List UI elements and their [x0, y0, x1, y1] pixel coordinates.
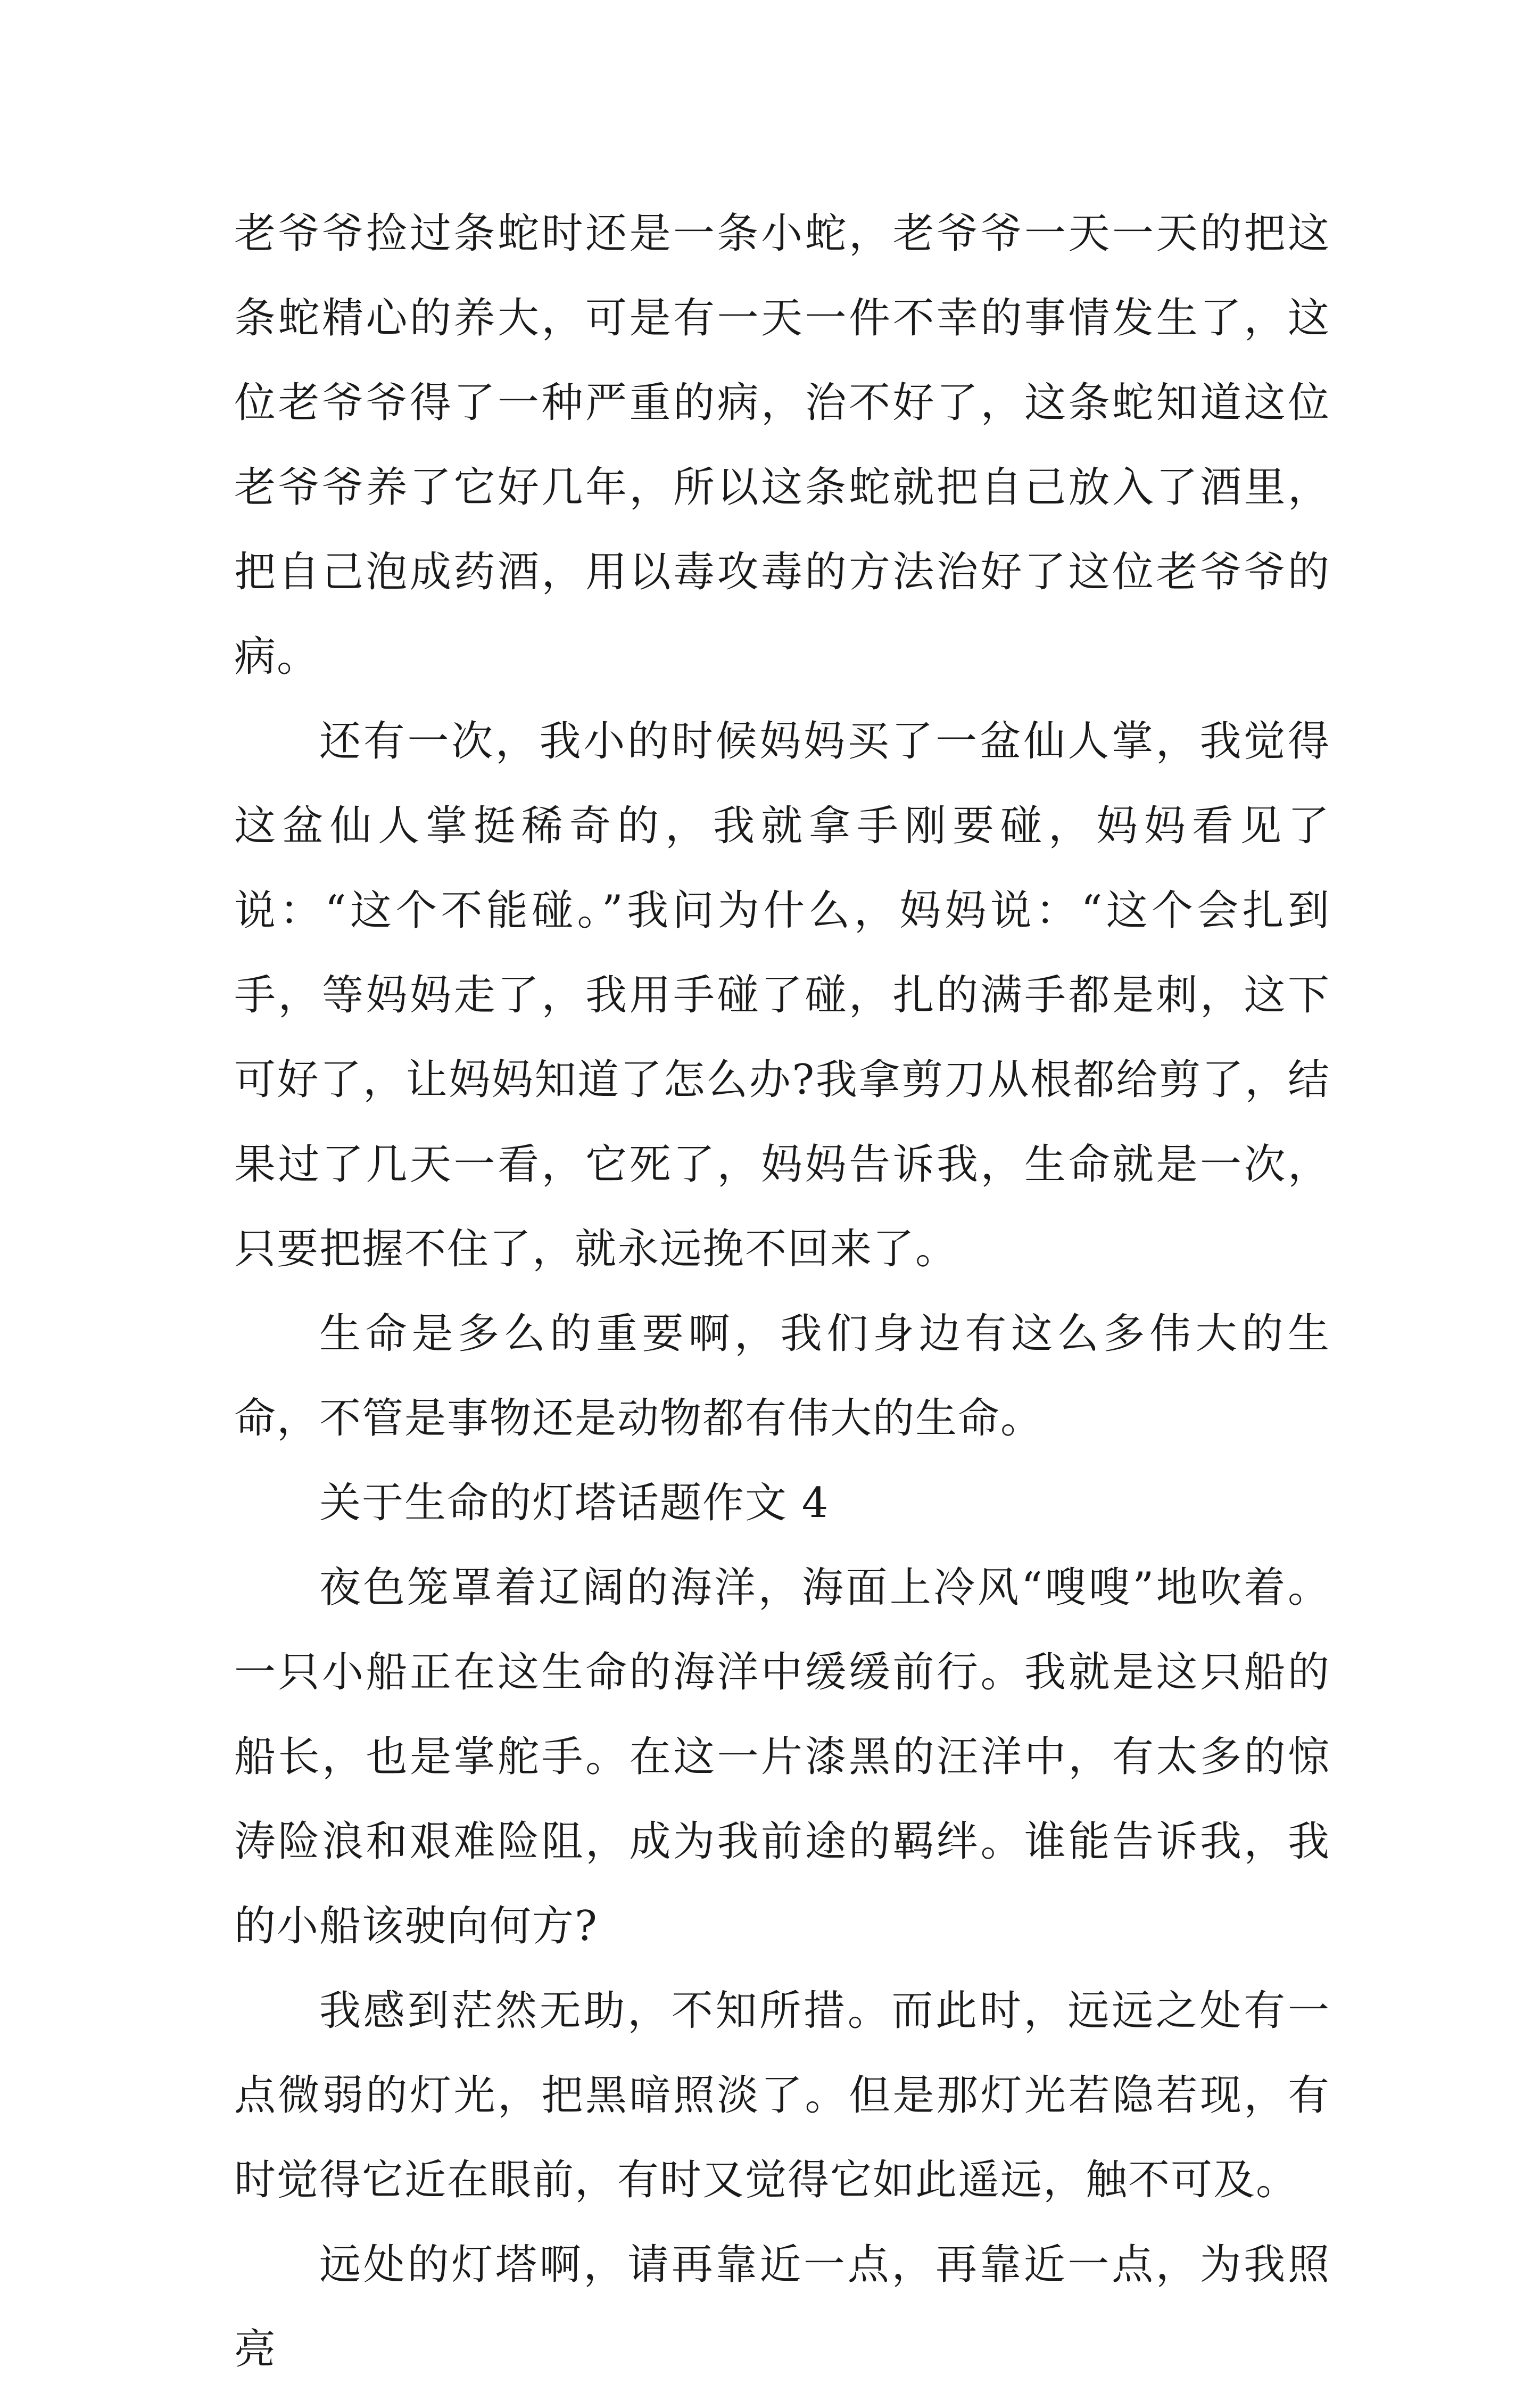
essay-heading: 关于生命的灯塔话题作文 4: [319, 1479, 830, 1527]
paragraph-snake-story: 老爷爷捡过条蛇时还是一条小蛇，老爷爷一天一天的把这条蛇精心的养大，可是有一天一件不幸的事情发生了，这位老爷爷得了一种严重的病，治不好了，这条蛇知道这位老爷爷养了它好几年，所以这条蛇就把自己放入了酒里，把自己泡成药酒，用以毒攻毒的方法治好了这位老爷爷的病。: [234, 210, 1330, 681]
paragraph-cactus-story: 还有一次，我小的时候妈妈买了一盆仙人掌，我觉得这盆仙人掌挺稀奇的，我就拿手刚要碰，妈妈看见了说：“这个不能碰。”我问为什么，妈妈说：“这个会扎到手，等妈妈走了，我用手碰了碰，扎的满手都是刺，这下可好了，让妈妈知道了怎么办?我拿剪刀从根都给剪了，结果过了几天一看，它死了，妈妈告诉我，生命就是一次，只要把握不住了，就永远挽不回来了。: [234, 717, 1330, 1273]
paragraph-faint-light: 我感到茫然无助，不知所措。而此时，远远之处有一点微弱的灯光，把黑暗照淡了。但是那灯光若隐若现，有时觉得它近在眼前，有时又觉得它如此遥远，触不可及。: [234, 1987, 1330, 2204]
paragraph-night-sea: 夜色笼罩着辽阔的海洋，海面上冷风“嗖嗖”地吹着。一只小船正在这生命的海洋中缓缓前行。我就是这只船的船长，也是掌舵手。在这一片漆黑的汪洋中，有太多的惊涛险浪和艰难险阻，成为我前途的羁绊。谁能告诉我，我的小船该驶向何方?: [234, 1564, 1330, 1950]
document-body: [234, 192, 1330, 2392]
paragraph-life-importance: 生命是多么的重要啊，我们身边有这么多伟大的生命，不管是事物还是动物都有伟大的生命。: [234, 1310, 1330, 1442]
paragraph-lighthouse-plea: 远处的灯塔啊，请再靠近一点，再靠近一点，为我照亮: [234, 2241, 1330, 2373]
